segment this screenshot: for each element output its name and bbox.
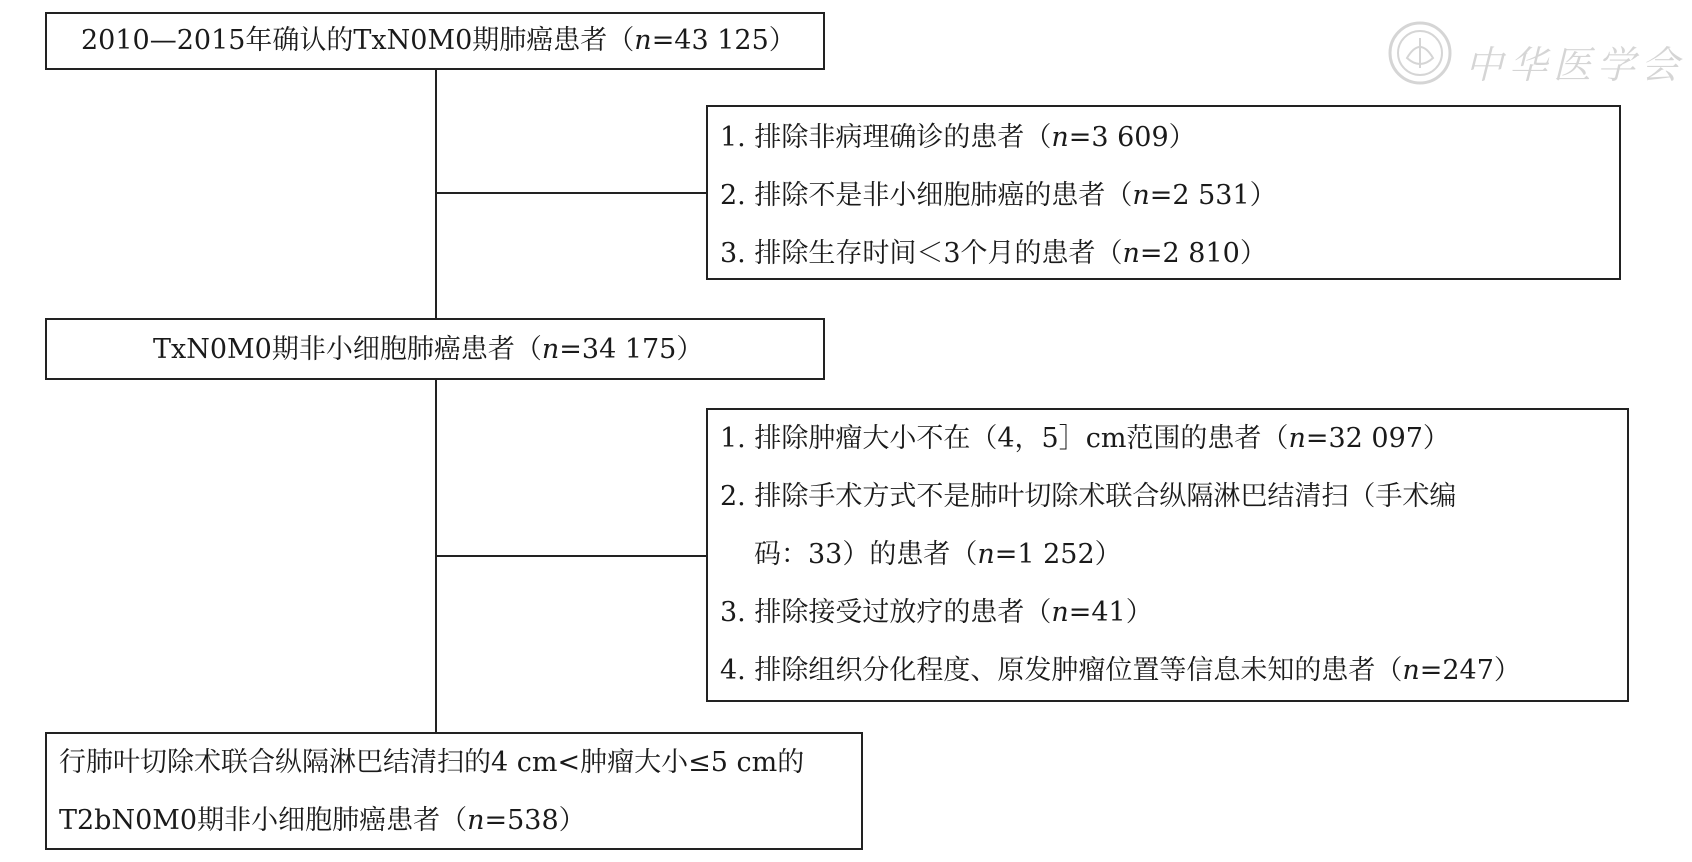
box-nsclc-cohort-text <box>153 335 703 365</box>
text-n: n <box>1122 238 1140 269</box>
text-n: n <box>1051 597 1069 628</box>
text-line: 行肺叶切除术联合纵隔淋巴结清扫的4 cm<肿瘤大小≤5 cm的 <box>59 747 805 778</box>
connector-trunk-1 <box>435 70 437 318</box>
exclusion-1-item-3 <box>720 239 1267 269</box>
exclusion-2-item-3 <box>720 598 1153 628</box>
text-pre: 3. 排除生存时间＜3个月的患者（ <box>720 238 1123 269</box>
text-pre: 4. 排除组织分化程度、原发肿瘤位置等信息未知的患者（ <box>720 655 1403 686</box>
text-post: =41） <box>1068 597 1153 628</box>
box-initial-cohort-text <box>81 26 796 56</box>
text-n: n <box>977 539 995 570</box>
text-pre: 3. 排除接受过放疗的患者（ <box>720 597 1052 628</box>
box-exclusion-1 <box>706 105 1621 280</box>
text-post: =43 125） <box>651 25 796 56</box>
exclusion-2-item-1 <box>720 424 1450 454</box>
text-line: 2. 排除手术方式不是肺叶切除术联合纵隔淋巴结清扫（手术编 <box>720 481 1457 512</box>
exclusion-1-item-2 <box>720 181 1277 211</box>
text-post: =2 810） <box>1139 238 1267 269</box>
text-pre: 1. 排除肿瘤大小不在（4，5］cm范围的患者（ <box>720 423 1289 454</box>
society-seal-icon <box>1385 18 1455 88</box>
text-pre: 2. 排除不是非小细胞肺癌的患者（ <box>720 180 1133 211</box>
text-post: =3 609） <box>1068 122 1196 153</box>
text-pre: TxN0M0期非小细胞肺癌患者（ <box>153 334 542 365</box>
connector-branch-1 <box>435 192 707 194</box>
text-n: n <box>1288 423 1306 454</box>
text-post: =247） <box>1419 655 1521 686</box>
text-n: n <box>467 805 485 836</box>
text-pre: T2bN0M0期非小细胞肺癌患者（ <box>59 805 468 836</box>
box-initial-cohort <box>45 12 825 70</box>
exclusion-2-item-2-line-2 <box>754 540 1122 570</box>
exclusion-1-item-1 <box>720 123 1196 153</box>
text-pre: 1. 排除非病理确诊的患者（ <box>720 122 1052 153</box>
exclusion-2-item-2-line-1 <box>720 482 1456 512</box>
text-post: =538） <box>484 805 586 836</box>
text-post: =34 175） <box>559 334 704 365</box>
text-n: n <box>1051 122 1069 153</box>
text-post: =32 097） <box>1305 423 1450 454</box>
text-n: n <box>541 334 560 365</box>
text-pre: 码：33）的患者（ <box>754 539 978 570</box>
box-exclusion-2 <box>706 408 1629 702</box>
box-final-cohort-line-2 <box>59 806 586 836</box>
watermark <box>1385 18 1685 88</box>
connector-branch-2 <box>435 555 707 557</box>
text-n: n <box>1402 655 1420 686</box>
box-final-cohort <box>45 732 863 850</box>
box-final-cohort-line-1 <box>59 748 804 778</box>
box-nsclc-cohort <box>45 318 825 380</box>
exclusion-2-item-4 <box>720 656 1521 686</box>
text-post: =1 252） <box>994 539 1122 570</box>
text-n: n <box>634 25 652 56</box>
text-post: =2 531） <box>1149 180 1277 211</box>
watermark-text: 中华医学会 <box>1465 43 1686 87</box>
text-n: n <box>1132 180 1150 211</box>
text-pre: 2010—2015年确认的TxN0M0期肺癌患者（ <box>81 25 635 56</box>
